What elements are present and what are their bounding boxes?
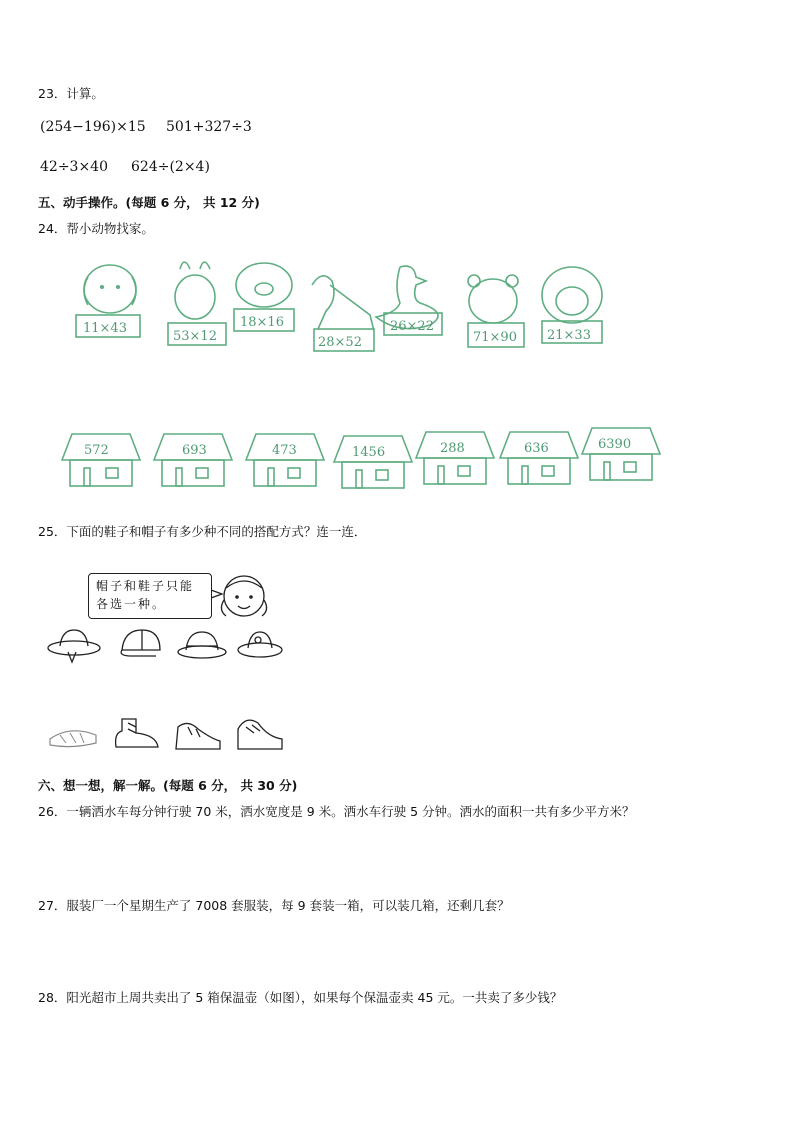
boot-icon: [116, 719, 158, 747]
animal-label-7: 21×33: [547, 328, 591, 343]
rabbit-icon: [168, 262, 226, 345]
q28-text: 28．阳光超市上周共卖出了 5 箱保温壶（如图），如果每个保温壶卖 45 元。一共卖了多少钱？: [38, 990, 563, 1005]
animal-label-5: 26×22: [390, 319, 434, 334]
house-label-2: 693: [182, 443, 207, 458]
hiking-shoe-icon: [238, 720, 282, 749]
dog-icon: [76, 265, 140, 337]
house-icon: [154, 434, 232, 486]
hats-figure: [44, 626, 294, 666]
bear-icon: [468, 275, 524, 347]
animal-label-3: 18×16: [240, 315, 284, 330]
animal-label-6: 71×90: [473, 330, 517, 345]
goat-icon: [312, 276, 374, 351]
section-5-title: 五、动手操作。(每题 6 分， 共 12 分): [38, 195, 260, 210]
animals-figure: [60, 255, 620, 360]
house-label-5: 288: [440, 441, 465, 456]
q23-title: 23．计算。: [38, 86, 104, 101]
house-icon: [334, 436, 412, 488]
speech-line-1: 帽子和鞋子只能: [96, 579, 195, 593]
sandal-icon: [50, 731, 96, 747]
house-icon: [62, 434, 140, 486]
girl-icon: [206, 566, 286, 626]
monkey-icon: [542, 267, 602, 343]
q27-text: 27．服装厂一个星期生产了 7008 套服装，每 9 套装一箱，可以装几箱，还剩几套？: [38, 898, 510, 913]
houses-figure: [60, 424, 670, 494]
cap-icon: [121, 630, 160, 656]
animal-label-4: 28×52: [318, 335, 362, 350]
house-label-7: 6390: [598, 437, 632, 452]
sneaker-icon: [176, 723, 220, 749]
q23-expr-4: 624÷(2×4): [131, 159, 210, 175]
pig-icon: [234, 263, 294, 331]
q25-title: 25．下面的鞋子和帽子有多少种不同的搭配方式？连一连．: [38, 524, 367, 539]
q24-title: 24．帮小动物找家。: [38, 221, 154, 236]
q23-expr-1: (254−196)×15: [40, 119, 146, 135]
q26-text: 26．一辆洒水车每分钟行驶 70 米，洒水宽度是 9 米。洒水车行驶 5 分钟。洒水的面积一共有多少平方米？: [38, 804, 635, 819]
house-label-4: 1456: [352, 445, 386, 460]
house-icon: [500, 432, 578, 484]
house-label-6: 636: [524, 441, 549, 456]
q23-expr-3: 42÷3×40: [40, 159, 108, 175]
house-icon: [416, 432, 494, 484]
animal-label-1: 11×43: [83, 321, 127, 336]
hat-icon: [48, 630, 100, 662]
house-label-1: 572: [84, 443, 109, 458]
shoes-figure: [48, 715, 288, 755]
speech-line-2: 各选一种。: [96, 597, 167, 611]
section-6-title: 六、想一想，解一解。(每题 6 分， 共 30 分): [38, 778, 298, 793]
house-label-3: 473: [272, 443, 297, 458]
duck-icon: [376, 266, 442, 335]
speech-bubble: [88, 573, 212, 619]
q23-expr-2: 501+327÷3: [166, 119, 252, 135]
house-icon: [246, 434, 324, 486]
animal-label-2: 53×12: [173, 329, 217, 344]
house-icon: [582, 428, 660, 480]
sun-hat-icon: [238, 632, 282, 657]
fedora-icon: [178, 632, 226, 658]
